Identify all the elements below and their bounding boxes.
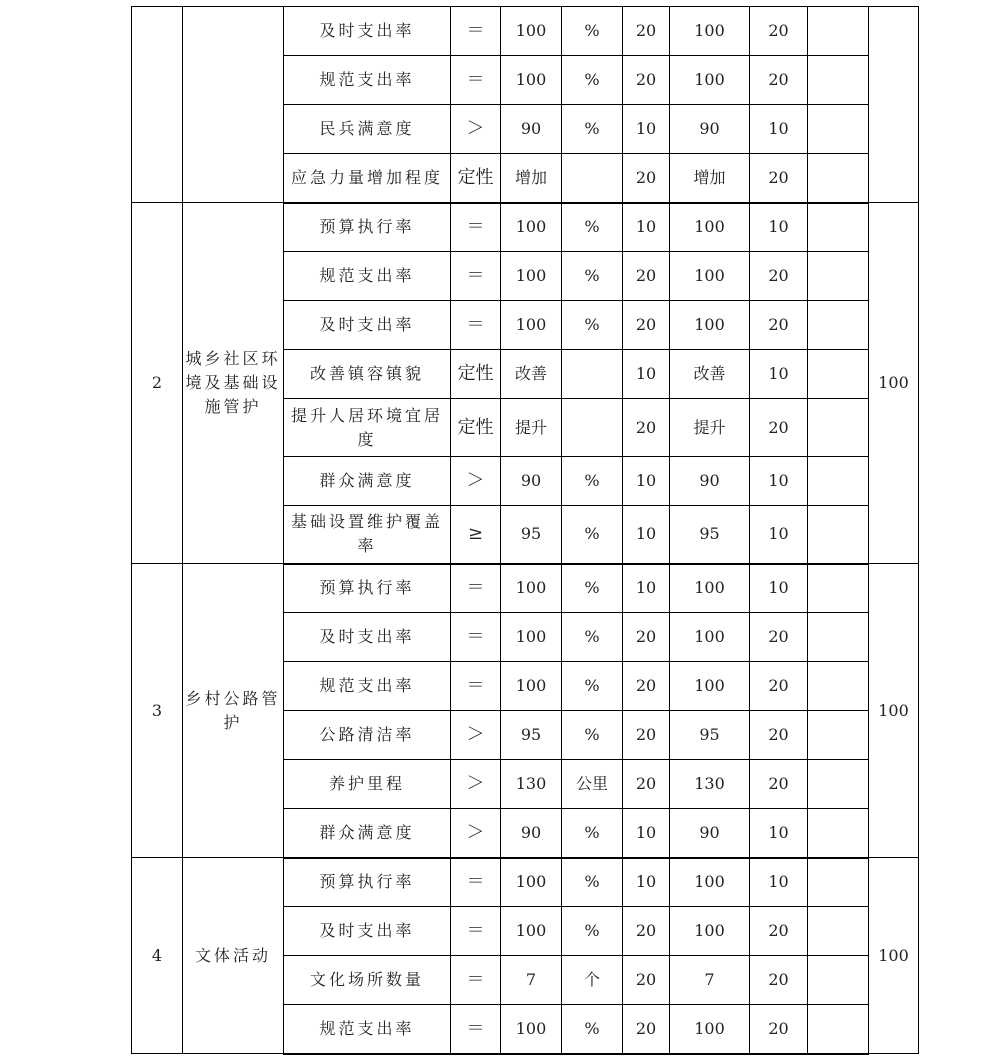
actual-value-cell: 100 — [670, 203, 750, 252]
unit-cell: % — [562, 1005, 623, 1054]
unit-cell: % — [562, 203, 623, 252]
operator-cell: ＝ — [451, 7, 501, 56]
indicator-name-cell: 规范支出率 — [284, 56, 451, 105]
indicator-score-cell: 20 — [750, 662, 808, 711]
target-value-cell: 100 — [501, 858, 562, 907]
indicator-name-cell: 基础设置维护覆盖率 — [284, 506, 451, 564]
indicator-score-cell: 20 — [750, 56, 808, 105]
target-value-cell: 100 — [501, 613, 562, 662]
table-row — [132, 858, 919, 907]
target-value-cell: 提升 — [501, 399, 562, 457]
unit-cell: % — [562, 457, 623, 506]
actual-value-cell: 100 — [670, 662, 750, 711]
remark-cell — [808, 350, 869, 399]
weight-cell: 20 — [623, 956, 670, 1005]
unit-cell: % — [562, 858, 623, 907]
indicator-name-cell: 规范支出率 — [284, 662, 451, 711]
operator-cell: ＝ — [451, 1005, 501, 1054]
weight-cell: 20 — [623, 252, 670, 301]
operator-cell: ＝ — [451, 564, 501, 613]
target-value-cell: 100 — [501, 564, 562, 613]
operator-cell: ＞ — [451, 809, 501, 858]
target-value-cell: 90 — [501, 457, 562, 506]
total-score-cell: 100 — [869, 858, 919, 1054]
actual-value-cell: 100 — [670, 7, 750, 56]
remark-cell — [808, 399, 869, 457]
weight-cell: 20 — [623, 7, 670, 56]
remark-cell — [808, 956, 869, 1005]
weight-cell: 10 — [623, 809, 670, 858]
target-value-cell: 100 — [501, 301, 562, 350]
remark-cell — [808, 506, 869, 564]
remark-cell — [808, 56, 869, 105]
indicator-score-cell: 10 — [750, 105, 808, 154]
actual-value-cell: 100 — [670, 56, 750, 105]
weight-cell: 10 — [623, 105, 670, 154]
actual-value-cell: 100 — [670, 858, 750, 907]
indicator-name-cell: 及时支出率 — [284, 301, 451, 350]
remark-cell — [808, 907, 869, 956]
table-body — [132, 7, 919, 1054]
actual-value-cell: 提升 — [670, 399, 750, 457]
weight-cell: 20 — [623, 301, 670, 350]
indicator-score-cell: 20 — [750, 907, 808, 956]
actual-value-cell: 100 — [670, 252, 750, 301]
remark-cell — [808, 858, 869, 907]
indicator-name-cell: 预算执行率 — [284, 564, 451, 613]
unit-cell: % — [562, 252, 623, 301]
project-name-cell: 乡村公路管护 — [183, 564, 284, 858]
indicator-score-cell: 10 — [750, 506, 808, 564]
project-name-cell: 城乡社区环境及基础设施管护 — [183, 203, 284, 564]
total-score-cell — [869, 7, 919, 203]
actual-value-cell: 100 — [670, 301, 750, 350]
indicator-score-cell: 20 — [750, 252, 808, 301]
indicator-score-cell: 10 — [750, 564, 808, 613]
indicator-name-cell: 规范支出率 — [284, 1005, 451, 1054]
indicator-score-cell: 20 — [750, 1005, 808, 1054]
actual-value-cell: 100 — [670, 564, 750, 613]
weight-cell: 20 — [623, 760, 670, 809]
performance-table — [131, 6, 919, 1055]
operator-cell: ＝ — [451, 56, 501, 105]
indicator-name-cell: 预算执行率 — [284, 858, 451, 907]
weight-cell: 20 — [623, 613, 670, 662]
operator-cell: ＝ — [451, 301, 501, 350]
indicator-score-cell: 20 — [750, 711, 808, 760]
indicator-name-cell: 及时支出率 — [284, 7, 451, 56]
indicator-score-cell: 20 — [750, 760, 808, 809]
unit-cell — [562, 399, 623, 457]
unit-cell — [562, 154, 623, 203]
unit-cell: % — [562, 506, 623, 564]
indicator-name-cell: 规范支出率 — [284, 252, 451, 301]
weight-cell: 20 — [623, 662, 670, 711]
indicator-score-cell: 20 — [750, 7, 808, 56]
unit-cell: % — [562, 105, 623, 154]
actual-value-cell: 改善 — [670, 350, 750, 399]
weight-cell: 20 — [623, 399, 670, 457]
target-value-cell: 90 — [501, 809, 562, 858]
indicator-name-cell: 预算执行率 — [284, 203, 451, 252]
target-value-cell: 100 — [501, 1005, 562, 1054]
indicator-name-cell: 应急力量增加程度 — [284, 154, 451, 203]
group-number-cell — [132, 7, 183, 203]
indicator-score-cell: 20 — [750, 613, 808, 662]
unit-cell: % — [562, 564, 623, 613]
operator-cell: ＝ — [451, 662, 501, 711]
operator-cell: 定性 — [451, 399, 501, 457]
target-value-cell: 100 — [501, 7, 562, 56]
indicator-name-cell: 群众满意度 — [284, 457, 451, 506]
remark-cell — [808, 1005, 869, 1054]
indicator-name-cell: 群众满意度 — [284, 809, 451, 858]
indicator-name-cell: 及时支出率 — [284, 907, 451, 956]
table-row — [132, 7, 919, 56]
remark-cell — [808, 809, 869, 858]
remark-cell — [808, 203, 869, 252]
target-value-cell: 100 — [501, 907, 562, 956]
unit-cell: % — [562, 662, 623, 711]
indicator-name-cell: 提升人居环境宜居度 — [284, 399, 451, 457]
weight-cell: 20 — [623, 711, 670, 760]
unit-cell: % — [562, 907, 623, 956]
indicator-name-cell: 民兵满意度 — [284, 105, 451, 154]
remark-cell — [808, 662, 869, 711]
unit-cell: % — [562, 711, 623, 760]
weight-cell: 10 — [623, 858, 670, 907]
operator-cell: ＝ — [451, 203, 501, 252]
indicator-score-cell: 10 — [750, 350, 808, 399]
actual-value-cell: 90 — [670, 105, 750, 154]
weight-cell: 10 — [623, 457, 670, 506]
target-value-cell: 100 — [501, 203, 562, 252]
unit-cell: % — [562, 7, 623, 56]
indicator-score-cell: 10 — [750, 203, 808, 252]
actual-value-cell: 90 — [670, 809, 750, 858]
actual-value-cell: 增加 — [670, 154, 750, 203]
table-row — [132, 203, 919, 252]
total-score-cell: 100 — [869, 564, 919, 858]
remark-cell — [808, 105, 869, 154]
remark-cell — [808, 760, 869, 809]
weight-cell: 10 — [623, 506, 670, 564]
total-score-cell: 100 — [869, 203, 919, 564]
remark-cell — [808, 613, 869, 662]
actual-value-cell: 95 — [670, 506, 750, 564]
group-number-cell: 3 — [132, 564, 183, 858]
target-value-cell: 95 — [501, 711, 562, 760]
target-value-cell: 95 — [501, 506, 562, 564]
remark-cell — [808, 457, 869, 506]
unit-cell: 个 — [562, 956, 623, 1005]
operator-cell: ≥ — [451, 506, 501, 564]
target-value-cell: 7 — [501, 956, 562, 1005]
actual-value-cell: 130 — [670, 760, 750, 809]
operator-cell: 定性 — [451, 154, 501, 203]
indicator-score-cell: 20 — [750, 956, 808, 1005]
weight-cell: 20 — [623, 907, 670, 956]
weight-cell: 10 — [623, 203, 670, 252]
operator-cell: ＞ — [451, 760, 501, 809]
indicator-score-cell: 10 — [750, 809, 808, 858]
indicator-score-cell: 20 — [750, 399, 808, 457]
indicator-name-cell: 文化场所数量 — [284, 956, 451, 1005]
unit-cell — [562, 350, 623, 399]
target-value-cell: 100 — [501, 56, 562, 105]
group-number-cell: 4 — [132, 858, 183, 1054]
target-value-cell: 增加 — [501, 154, 562, 203]
operator-cell: ＝ — [451, 907, 501, 956]
unit-cell: 公里 — [562, 760, 623, 809]
indicator-name-cell: 公路清洁率 — [284, 711, 451, 760]
operator-cell: ＝ — [451, 858, 501, 907]
group-number-cell: 2 — [132, 203, 183, 564]
indicator-score-cell: 20 — [750, 301, 808, 350]
weight-cell: 20 — [623, 1005, 670, 1054]
table-row — [132, 564, 919, 613]
weight-cell: 20 — [623, 56, 670, 105]
actual-value-cell: 90 — [670, 457, 750, 506]
unit-cell: % — [562, 809, 623, 858]
unit-cell: % — [562, 56, 623, 105]
actual-value-cell: 100 — [670, 907, 750, 956]
actual-value-cell: 100 — [670, 1005, 750, 1054]
remark-cell — [808, 252, 869, 301]
weight-cell: 10 — [623, 564, 670, 613]
target-value-cell: 130 — [501, 760, 562, 809]
project-name-cell: 文体活动 — [183, 858, 284, 1054]
operator-cell: ＞ — [451, 105, 501, 154]
operator-cell: ＝ — [451, 956, 501, 1005]
operator-cell: ＝ — [451, 613, 501, 662]
project-name-cell — [183, 7, 284, 203]
operator-cell: ＝ — [451, 252, 501, 301]
indicator-score-cell: 20 — [750, 154, 808, 203]
actual-value-cell: 95 — [670, 711, 750, 760]
indicator-score-cell: 10 — [750, 858, 808, 907]
indicator-name-cell: 养护里程 — [284, 760, 451, 809]
target-value-cell: 100 — [501, 662, 562, 711]
operator-cell: ＞ — [451, 711, 501, 760]
indicator-name-cell: 及时支出率 — [284, 613, 451, 662]
target-value-cell: 100 — [501, 252, 562, 301]
unit-cell: % — [562, 301, 623, 350]
operator-cell: ＞ — [451, 457, 501, 506]
indicator-score-cell: 10 — [750, 457, 808, 506]
remark-cell — [808, 301, 869, 350]
weight-cell: 10 — [623, 350, 670, 399]
remark-cell — [808, 564, 869, 613]
indicator-name-cell: 改善镇容镇貌 — [284, 350, 451, 399]
operator-cell: 定性 — [451, 350, 501, 399]
target-value-cell: 90 — [501, 105, 562, 154]
actual-value-cell: 100 — [670, 613, 750, 662]
remark-cell — [808, 154, 869, 203]
target-value-cell: 改善 — [501, 350, 562, 399]
remark-cell — [808, 7, 869, 56]
remark-cell — [808, 711, 869, 760]
weight-cell: 20 — [623, 154, 670, 203]
unit-cell: % — [562, 613, 623, 662]
actual-value-cell: 7 — [670, 956, 750, 1005]
